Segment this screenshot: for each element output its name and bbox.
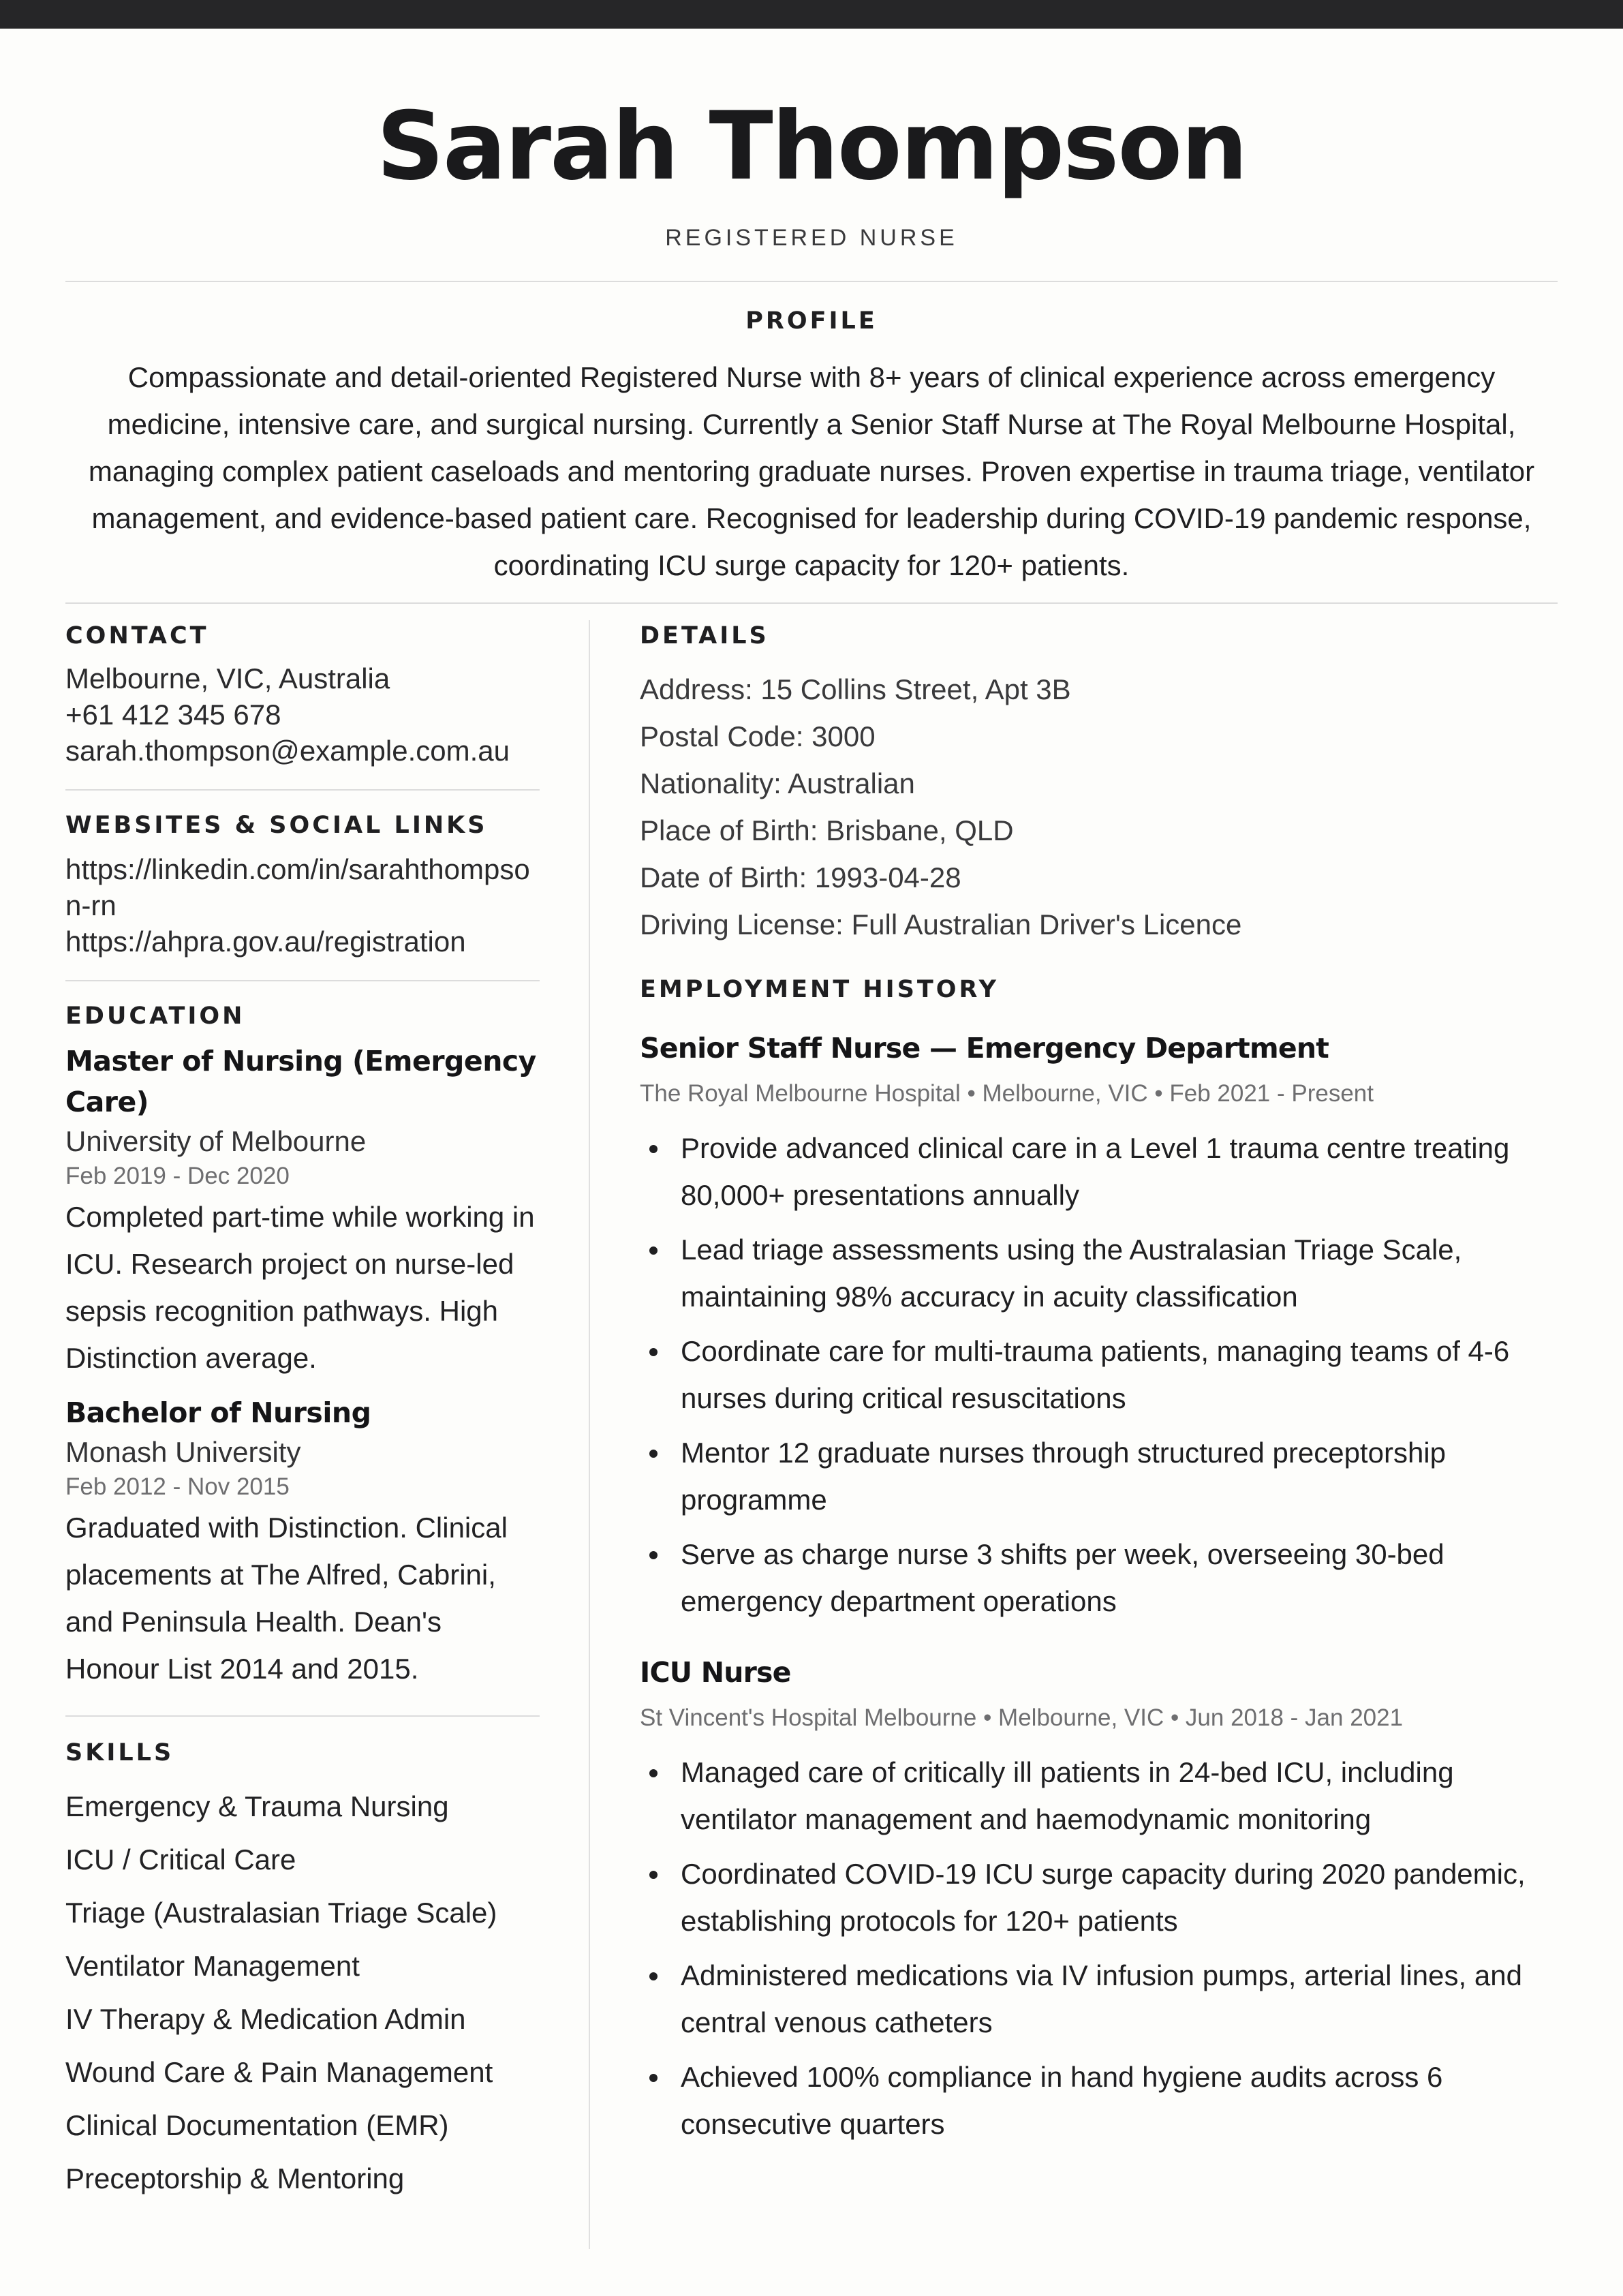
school-name: University of Melbourne	[65, 1125, 367, 1157]
employment-section	[640, 978, 1558, 2147]
education-heading: EDUCATION	[65, 1002, 245, 1030]
school-name: Monash University	[65, 1436, 301, 1468]
skill-item: ICU / Critical Care	[65, 1843, 296, 1876]
skills-list	[65, 1780, 540, 2205]
contact-lines	[65, 660, 540, 769]
job-bullet: Coordinate care for multi-trauma patients, managing teams of 4-6 nurses during critical resuscitations	[640, 1328, 1558, 1422]
job-bullet: Managed care of critically ill patients in 24-bed ICU, including ventilator management and haemodynamic monitoring	[640, 1749, 1558, 1843]
divider	[65, 281, 1558, 282]
divider	[65, 1715, 540, 1717]
job-title: Senior Staff Nurse — Emergency Department	[640, 1032, 1329, 1065]
right-column	[640, 604, 1558, 2155]
job-bullet: Lead triage assessments using the Australasian Triage Scale, maintaining 98% accuracy in acuity classification	[640, 1226, 1558, 1320]
detail-nationality: Nationality: Australian	[640, 767, 915, 799]
resume-page	[65, 29, 1558, 2194]
detail-date-of-birth: Date of Birth: 1993-04-28	[640, 861, 961, 893]
skill-item: Triage (Australasian Triage Scale)	[65, 1897, 497, 1929]
profile-section	[65, 309, 1558, 589]
skills-heading: SKILLS	[65, 1739, 174, 1766]
employment-heading: EMPLOYMENT HISTORY	[640, 976, 999, 1003]
job-title: ICU Nurse	[640, 1656, 791, 1689]
contact-heading: CONTACT	[65, 622, 209, 649]
detail-place-of-birth: Place of Birth: Brisbane, QLD	[640, 814, 1014, 846]
details-list	[640, 666, 1558, 948]
education-section	[65, 1002, 540, 1692]
degree-title: Bachelor of Nursing	[65, 1396, 371, 1429]
job-meta: St Vincent's Hospital Melbourne • Melbourne, VIC • Jun 2018 - Jan 2021	[640, 1704, 1404, 1731]
job-bullet: Coordinated COVID-19 ICU surge capacity during 2020 pandemic, establishing protocols for 120+ patients	[640, 1850, 1558, 1944]
ahpra-link[interactable]: https://ahpra.gov.au/registration	[65, 925, 466, 958]
top-bar	[0, 0, 1623, 29]
contact-email[interactable]: sarah.thompson@example.com.au	[65, 735, 510, 767]
divider	[65, 789, 540, 791]
job-bullet: Achieved 100% compliance in hand hygiene audits across 6 consecutive quarters	[640, 2053, 1558, 2147]
job-bullet: Serve as charge nurse 3 shifts per week, overseeing 30-bed emergency department operations	[640, 1531, 1558, 1625]
linkedin-link[interactable]: https://linkedin.com/in/sarahthompson-rn	[65, 853, 530, 921]
details-heading: DETAILS	[640, 622, 769, 649]
profile-summary: Compassionate and detail-oriented Registered Nurse with 8+ years of clinical experience across emergency medicine, intensive care, and surgical nursing. Currently a Senior Staff Nurse at The Royal Melbourne Hospital, managing complex patient caseloads and mentoring graduate nurses. Proven expertise in trauma triage, ventilator management, and evidence-based patient care. Recognised for leadership during COVID-19 pandemic response, coordinating ICU surge capacity for 120+ patients.	[88, 361, 1535, 581]
skill-item: Ventilator Management	[65, 1950, 360, 1982]
left-column	[65, 604, 540, 2205]
detail-driving-license: Driving License: Full Australian Driver's Licence	[640, 908, 1242, 940]
detail-postal-code: Postal Code: 3000	[640, 720, 876, 752]
skill-item: Emergency & Trauma Nursing	[65, 1790, 449, 1822]
profile-heading: PROFILE	[745, 307, 878, 335]
details-section	[640, 624, 1558, 948]
job-bullet: Administered medications via IV infusion pumps, arterial lines, and central venous catheters	[640, 1952, 1558, 2046]
candidate-name: Sarah Thompson	[376, 91, 1247, 201]
column-divider	[589, 620, 590, 2249]
detail-address: Address: 15 Collins Street, Apt 3B	[640, 673, 1071, 705]
links-heading: WEBSITES & SOCIAL LINKS	[65, 812, 488, 839]
links-list	[65, 851, 540, 960]
skill-item: Preceptorship & Mentoring	[65, 2162, 405, 2194]
job-bullets	[640, 1124, 1558, 1625]
skill-item: Clinical Documentation (EMR)	[65, 2109, 449, 2141]
education-description: Completed part-time while working in ICU. Research project on nurse-led sepsis recognition pathways. High Distinction average.	[65, 1201, 535, 1374]
job-title-headline: REGISTERED NURSE	[665, 225, 958, 251]
contact-phone[interactable]: +61 412 345 678	[65, 699, 281, 731]
divider	[65, 980, 540, 981]
job-meta: The Royal Melbourne Hospital • Melbourne, VIC • Feb 2021 - Present	[640, 1080, 1374, 1107]
job-bullets	[640, 1749, 1558, 2147]
links-section	[65, 814, 540, 960]
degree-title: Master of Nursing (Emergency Care)	[65, 1045, 536, 1118]
resume-header	[65, 91, 1558, 251]
contact-location: Melbourne, VIC, Australia	[65, 662, 390, 694]
contact-section	[65, 624, 540, 769]
job-bullet: Mentor 12 graduate nurses through structured preceptorship programme	[640, 1429, 1558, 1523]
education-description: Graduated with Distinction. Clinical placements at The Alfred, Cabrini, and Peninsula Health. Dean's Honour List 2014 and 2015.	[65, 1512, 508, 1685]
education-dates: Feb 2012 - Nov 2015	[65, 1473, 290, 1500]
skill-item: IV Therapy & Medication Admin	[65, 2003, 466, 2035]
skill-item: Wound Care & Pain Management	[65, 2056, 493, 2088]
skills-section	[65, 1741, 540, 2205]
job-bullet: Provide advanced clinical care in a Level 1 trauma centre treating 80,000+ presentations annually	[640, 1124, 1558, 1219]
education-dates: Feb 2019 - Dec 2020	[65, 1163, 290, 1189]
